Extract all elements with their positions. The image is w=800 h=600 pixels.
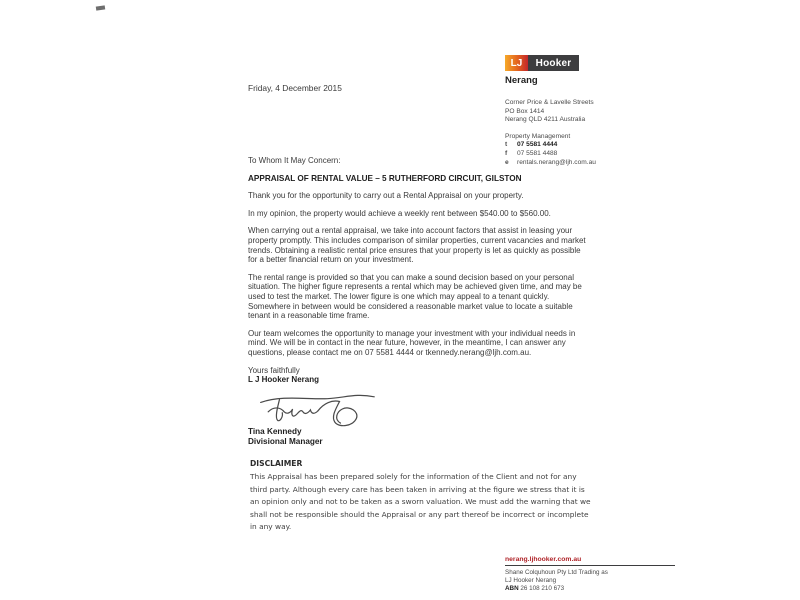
footer-trading-line: LJ Hooker Nerang xyxy=(505,577,557,584)
signature-scribble-icon xyxy=(256,389,378,429)
address-line: Nerang QLD 4211 Australia xyxy=(505,116,586,124)
disclaimer-text: This Appraisal has been prepared solely for the information of the Client and not for any third party. Although every care has been taken in arriving at the figure we stress that it is an opinion only and not to be taken as a sworn valuation. We must add the warning that we shall not be responsible should the Appraisal or any part thereof be incorrect or incomplete in any way. xyxy=(250,472,591,532)
address-line: Corner Price & Lavelle Streets xyxy=(505,99,594,106)
handwritten-signature xyxy=(256,389,592,432)
phone-row xyxy=(505,141,715,150)
logo-hooker-wordmark: Hooker xyxy=(528,55,579,71)
footer-website-url: nerang.ljhooker.com.au xyxy=(505,556,582,563)
signatory-block xyxy=(248,427,592,447)
fax-label: f xyxy=(505,149,508,157)
footer-trading-line: Shane Colquhoun Pty Ltd Trading as xyxy=(505,569,608,576)
logo-lj-badge: LJ xyxy=(505,55,528,71)
office-address xyxy=(505,99,715,125)
paragraph: The rental range is provided so that you can make a sound decision based on your personal situation. The higher figure represents a rental which may be achieved given time, and may be used to test the market. The lower figure is one which may appeal to a tenant quickly. Somewhere in between would be considered a reasonable market value to locate a suitable tenant in a reasonable time frame. xyxy=(248,272,582,321)
fax-number: 07 5581 4488 xyxy=(517,149,558,157)
closing-line: Yours faithfully xyxy=(248,365,300,375)
paragraph: In my opinion, the property would achieve a weekly rent between $540.00 to $560.00. xyxy=(248,208,551,218)
letterhead xyxy=(505,55,715,167)
disclaimer-section xyxy=(250,459,592,534)
office-name: Nerang xyxy=(505,75,538,86)
paragraph: When carrying out a rental appraisal, we take into account factors that assist in leasing your property promptly. This includes comparison of similar properties, current vacancies and market trends. Obtaining a realistic rental price ensures that your property is let as quickly as possible for a better financial return on your investment. xyxy=(248,226,586,265)
footer-abn xyxy=(505,585,680,593)
footer-divider xyxy=(505,565,675,566)
phone-label: t xyxy=(505,141,508,149)
company-line: L J Hooker Nerang xyxy=(248,375,319,385)
abn-label: ABN xyxy=(505,585,519,592)
phone-number: 07 5581 4444 xyxy=(517,141,558,149)
disclaimer-title: DISCLAIMER xyxy=(250,459,303,468)
email-address: rentals.nerang@ljh.com.au xyxy=(517,158,596,166)
department-label: Property Management xyxy=(505,132,571,140)
subject-line: APPRAISAL OF RENTAL VALUE – 5 RUTHERFORD CIRCUIT, GILSTON xyxy=(248,173,522,183)
signatory-title: Divisional Manager xyxy=(248,437,323,447)
lj-hooker-logo xyxy=(505,55,579,71)
abn-value: 26 108 210 673 xyxy=(520,585,565,592)
email-label: e xyxy=(505,158,509,166)
paragraph: Thank you for the opportunity to carry out a Rental Appraisal on your property. xyxy=(248,191,524,201)
address-line: PO Box 1414 xyxy=(505,107,545,115)
letter-body xyxy=(248,156,592,447)
salutation: To Whom It May Concern: xyxy=(248,156,341,165)
paragraph: Our team welcomes the opportunity to manage your investment with your individual needs in mind. We will be in contact in the near future, however, in the meantime, I can answer any questions, please contact me on 07 5581 4444 or tkennedy.nerang@ljh.com.au. xyxy=(248,328,576,357)
footer-block xyxy=(505,556,680,593)
letter-date: Friday, 4 December 2015 xyxy=(248,83,342,93)
scan-artifact-mark xyxy=(96,5,105,10)
signatory-name: Tina Kennedy xyxy=(248,427,302,437)
closing-block xyxy=(248,366,592,385)
